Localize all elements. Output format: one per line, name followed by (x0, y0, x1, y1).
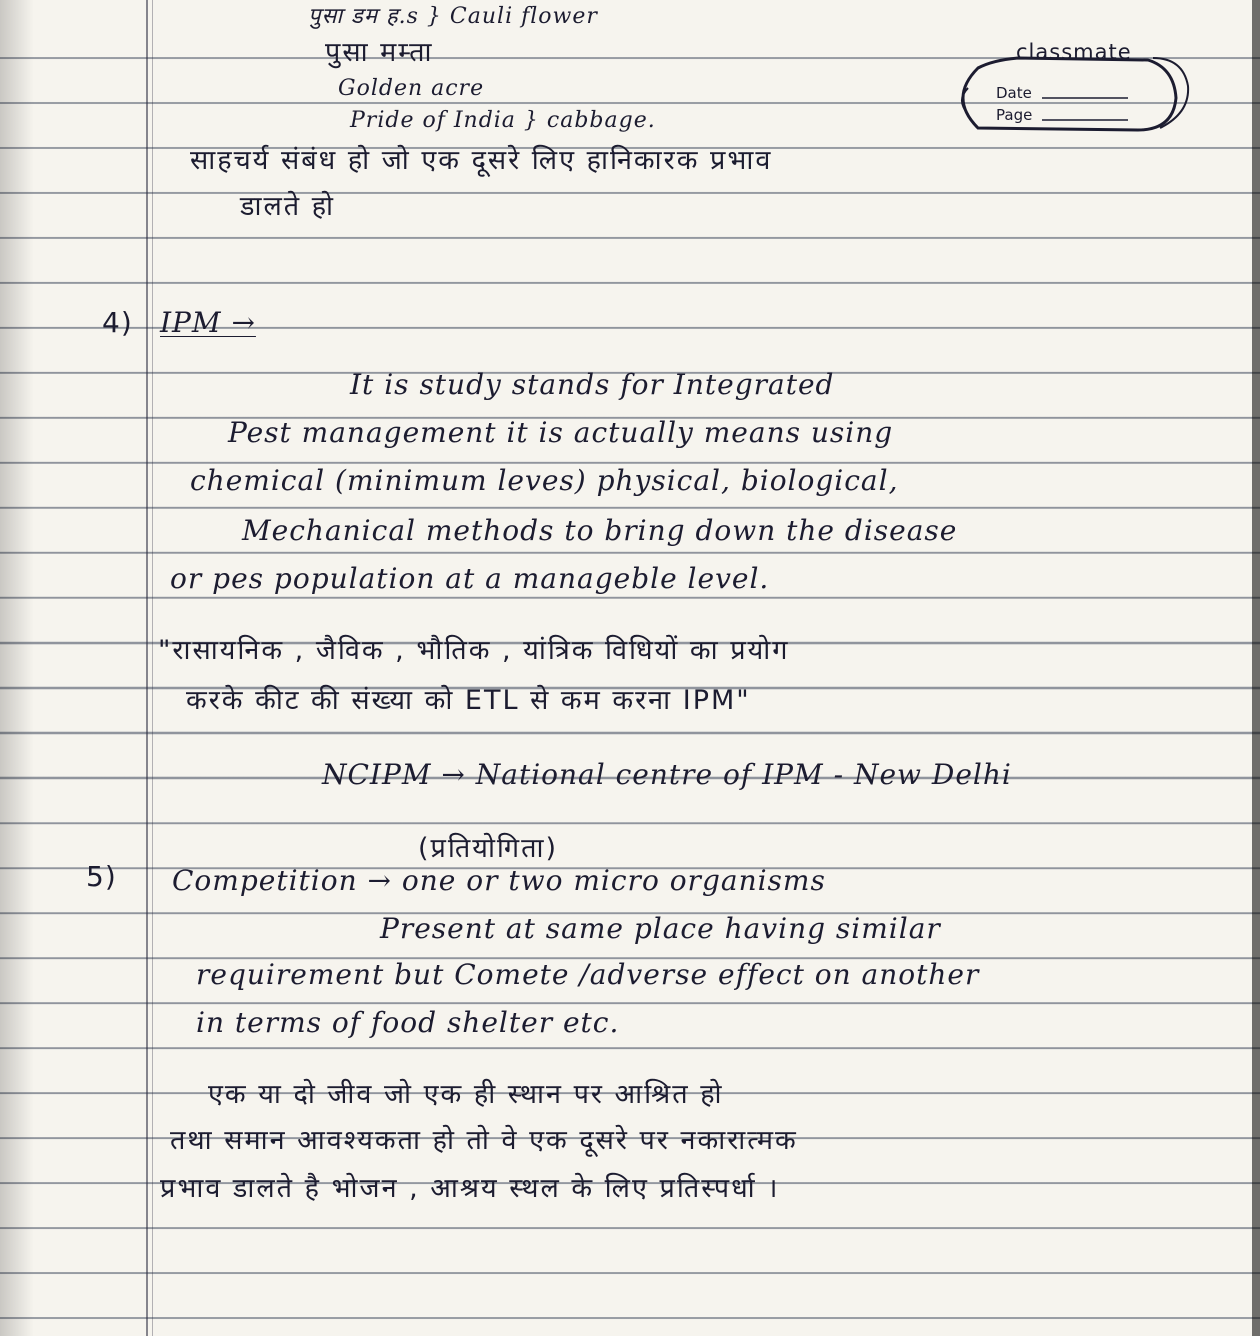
note-line-3: Golden acre (338, 76, 485, 101)
note-line-19: requirement but Comete /adverse effect on another (196, 958, 980, 991)
page-spine-shadow (0, 0, 34, 1336)
page-label: Page (996, 106, 1033, 124)
note-line-1: पुसा डम ह.s } Cauli flower (308, 4, 598, 29)
heading-competition: Competition → one or two micro organisms (172, 864, 826, 897)
note-line-15: NCIPM → National centre of IPM - New Delhi (322, 758, 1012, 791)
note-line-18: Present at same place having similar (380, 912, 941, 945)
note-line-8: It is study stands for Integrated (350, 368, 835, 401)
note-line-14: करके कीट की संख्या को ETL से कम करना IPM" (186, 685, 751, 716)
note-line-23: प्रभाव डालते है भोजन , आश्रय स्थल के लिए प्रतिस्पर्धा । (160, 1173, 780, 1204)
note-line-2: पुसा मम्ता (325, 37, 434, 68)
note-line-20: in terms of food shelter etc. (196, 1006, 620, 1039)
note-line-12: or pes population at a manageble level. (170, 562, 770, 595)
classmate-logo (938, 38, 1200, 148)
date-label: Date (996, 84, 1032, 102)
note-line-11: Mechanical methods to bring down the disease (242, 514, 958, 547)
brand-name: classmate (1016, 40, 1132, 64)
item-number-5: 5) (86, 860, 117, 893)
note-line-10: chemical (minimum leves) physical, biological, (190, 464, 899, 497)
item-number-4: 4) (102, 306, 133, 339)
page-right-edge (1252, 0, 1260, 1336)
note-line-6: डालते हो (240, 191, 336, 222)
note-line-22: तथा समान आवश्यकता हो तो वे एक दूसरे पर नकारात्मक (170, 1125, 798, 1156)
margin-line (146, 0, 148, 1336)
note-line-13: "रासायनिक , जैविक , भौतिक , यांत्रिक विधियों का प्रयोग (158, 635, 790, 666)
note-line-21: एक या दो जीव जो एक ही स्थान पर आश्रित हो (208, 1079, 724, 1110)
note-line-4: Pride of India } cabbage. (350, 108, 656, 133)
heading-ipm: IPM → (160, 306, 256, 339)
note-line-5: साहचर्य संबंध हो जो एक दूसरे लिए हानिकारक प्रभाव (190, 145, 773, 176)
note-line-9: Pest management it is actually means using (228, 416, 894, 449)
note-line-16: (प्रतियोगिता) (418, 833, 559, 864)
margin-line-secondary (152, 0, 153, 1336)
